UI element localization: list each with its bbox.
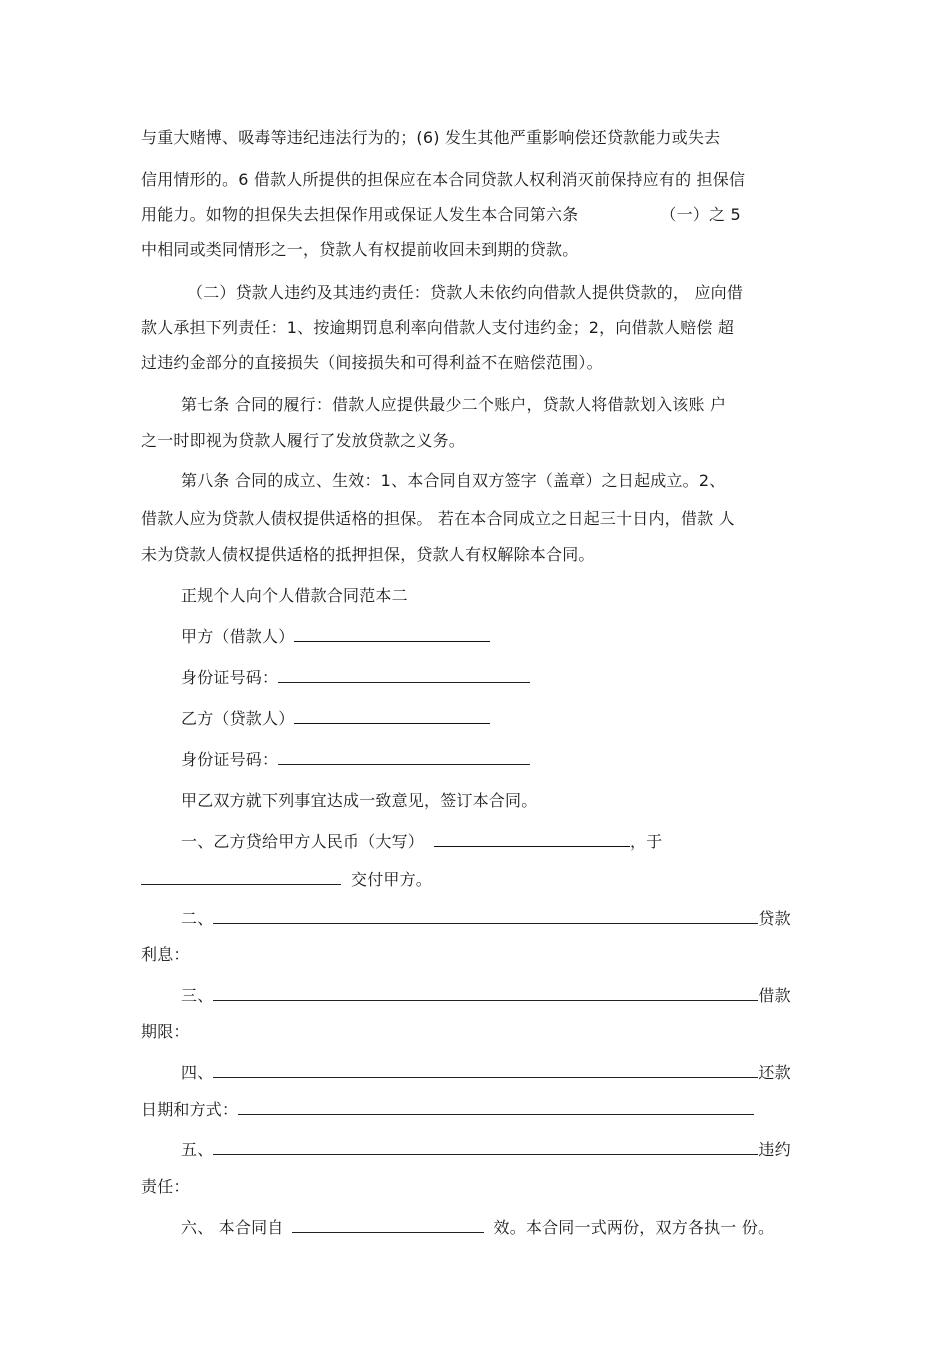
item1-suffix: ，于 [630, 832, 663, 851]
clause6-2-line-2: 款人承担下列责任：1、按逾期罚息利率向借款人支付违约金；2，向借款人赔偿 超 [141, 318, 735, 337]
item4-blank[interactable] [213, 1062, 758, 1078]
item2-row-2: 利息： [141, 945, 190, 964]
item4-method-blank[interactable] [238, 1099, 754, 1115]
item4-label-2: 日期和方式： [141, 1100, 239, 1119]
item5-row [181, 1139, 791, 1161]
clause8-line-1: 第八条 合同的成立、生效：1、本合同自双方签字（盖章）之日起成立。2、 [181, 471, 726, 490]
item5-blank[interactable] [213, 1139, 758, 1155]
party-b-label: 乙方（贷款人） [181, 709, 295, 728]
clause6-line-3 [141, 204, 741, 226]
party-b-blank[interactable] [294, 708, 490, 724]
item5-label: 五、 [181, 1140, 214, 1159]
item2-blank[interactable] [213, 908, 758, 924]
template2-title: 正规个人向个人借款合同范本二 [181, 586, 408, 605]
clause6-2-line-1: （二）贷款人违约及其违约责任：贷款人未依约向借款人提供贷款的， 应向借 [187, 283, 744, 302]
clause6-2-line-3: 过违约金部分的直接损失（间接损失和可得利益不在赔偿范围）。 [141, 353, 603, 372]
clause7-line-1: 第七条 合同的履行：借款人应提供最少二个账户，贷款人将借款划入该账 户 [181, 395, 727, 414]
item1-date-blank[interactable] [141, 869, 341, 885]
id-a-blank[interactable] [278, 667, 530, 683]
clause6-line-2: 信用情形的。6 借款人所提供的担保应在本合同贷款人权利消灭前保持应有的 担保信 [141, 170, 746, 189]
id-b-blank[interactable] [278, 749, 530, 765]
id-a-label: 身份证号码： [181, 668, 279, 687]
clause6-line-3-text: 用能力。如物的担保失去担保作用或保证人发生本合同第六条 [141, 205, 579, 224]
clause8-line-3: 未为贷款人债权提供适格的抵押担保，贷款人有权解除本合同。 [141, 545, 595, 564]
party-b-row [181, 708, 490, 730]
id-a-row [181, 667, 530, 689]
item1-row-2 [141, 869, 432, 891]
item6-blank[interactable] [292, 1217, 484, 1233]
item4-suffix: 还款 [758, 1063, 791, 1082]
item3-row-2: 期限： [141, 1022, 190, 1041]
id-b-label: 身份证号码： [181, 750, 279, 769]
item5-suffix: 违约 [758, 1140, 791, 1159]
item2-suffix: 贷款 [758, 909, 791, 928]
item4-label: 四、 [181, 1063, 214, 1082]
item3-row [181, 985, 791, 1007]
party-a-label: 甲方（借款人） [181, 627, 295, 646]
party-a-blank[interactable] [294, 626, 490, 642]
item3-blank[interactable] [213, 985, 758, 1001]
item2-row [181, 908, 791, 930]
agreement-line: 甲乙双方就下列事宜达成一致意见，签订本合同。 [181, 791, 538, 810]
item6-label: 六、 本合同自 [181, 1218, 284, 1237]
item3-suffix: 借款 [758, 986, 791, 1005]
clause6-line-3-ref: （一）之 5 [660, 205, 741, 224]
item4-row-2 [141, 1099, 754, 1121]
item1-row [181, 831, 662, 853]
clause6-line-1: 与重大赌博、吸毒等违纪违法行为的；(6) 发生其他严重影响偿还贷款能力或失去 [141, 128, 721, 147]
item6-suffix: 效。本合同一式两份，双方各执一 份。 [493, 1218, 775, 1237]
item6-row [181, 1217, 774, 1239]
id-b-row [181, 749, 530, 771]
item3-label: 三、 [181, 986, 214, 1005]
item2-label: 二、 [181, 909, 214, 928]
item1-amount-blank[interactable] [434, 831, 630, 847]
item1-label: 一、乙方贷给甲方人民币（大写） [181, 832, 425, 851]
item4-row [181, 1062, 791, 1084]
party-a-row [181, 626, 490, 648]
clause7-line-2: 之一时即视为贷款人履行了发放贷款之义务。 [141, 431, 466, 450]
clause6-line-4: 中相同或类同情形之一，贷款人有权提前收回未到期的贷款。 [141, 240, 579, 259]
item1-delivery: 交付甲方。 [351, 870, 433, 889]
item5-row-2: 责任： [141, 1177, 190, 1196]
clause8-line-2: 借款人应为贷款人债权提供适格的担保。 若在本合同成立之日起三十日内，借款 人 [141, 509, 735, 528]
